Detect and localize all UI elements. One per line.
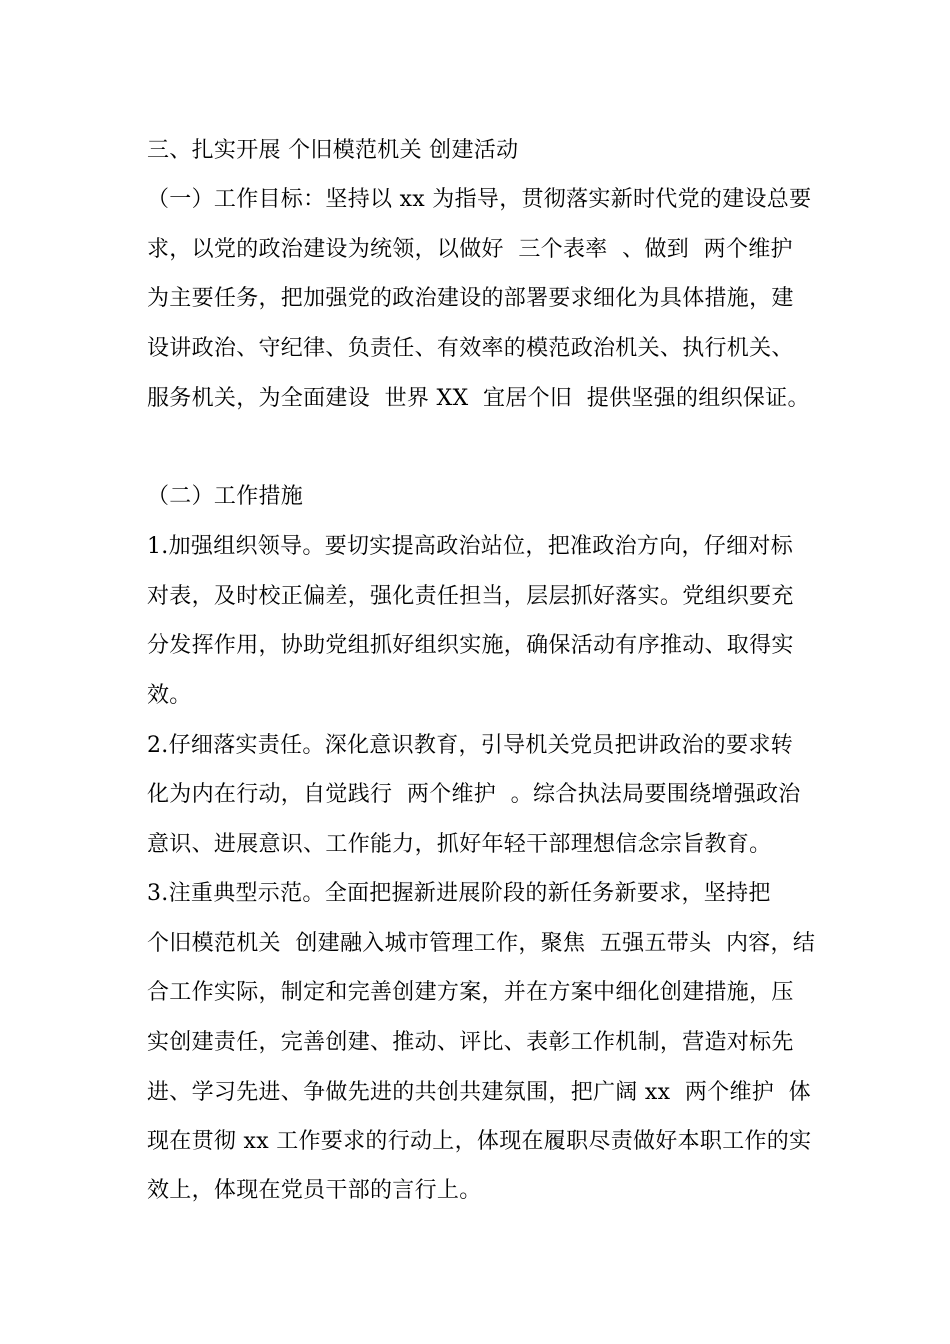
goals-line-1: （一）工作目标：坚持以 xx 为指导，贯彻落实新时代党的建设总要	[147, 187, 812, 212]
measure2-line-2: 化为内在行动，自觉践行 两个维护 。综合执法局要围绕增强政治	[147, 782, 801, 807]
measure1-line-4: 效。	[147, 683, 192, 708]
goals-line-2: 求，以党的政治建设为统领，以做好 三个表率 、做到 两个维护	[147, 237, 793, 262]
measure2-line-3: 意识、进展意识、工作能力，抓好年轻干部理想信念宗旨教育。	[147, 832, 772, 857]
measure1-line-2: 对表，及时校正偏差，强化责任担当，层层抓好落实。党组织要充	[147, 584, 794, 609]
measure3-line-1: 3.注重典型示范。全面把握新进展阶段的新任务新要求，坚持把	[147, 881, 771, 906]
measure1-line-1: 1.加强组织领导。要切实提高政治站位，把准政治方向，仔细对标	[147, 534, 793, 559]
section3-heading: 三、扎实开展 个旧模范机关 创建活动	[147, 138, 519, 163]
measure3-line-3: 合工作实际，制定和完善创建方案，并在方案中细化创建措施，压	[147, 980, 794, 1005]
measure3-line-6: 现在贯彻 xx 工作要求的行动上，体现在履职尽责做好本职工作的实	[147, 1129, 812, 1154]
goals-line-3: 为主要任务，把加强党的政治建设的部署要求细化为具体措施，建	[147, 286, 794, 311]
measure2-line-1: 2.仔细落实责任。深化意识教育，引导机关党员把讲政治的要求转	[147, 733, 793, 758]
goals-line-4: 设讲政治、守纪律、负责任、有效率的模范政治机关、执行机关、	[147, 336, 794, 361]
goals-line-5: 服务机关，为全面建设 世界 XX 宜居个旧 提供坚强的组织保证。	[147, 386, 810, 411]
measure3-line-5: 进、学习先进、争做先进的共创共建氛围，把广阔 xx 两个维护 体	[147, 1080, 811, 1105]
measure3-line-4: 实创建责任，完善创建、推动、评比、表彰工作机制，营造对标先	[147, 1030, 794, 1055]
measure1-line-3: 分发挥作用，协助党组抓好组织实施，确保活动有序推动、取得实	[147, 633, 794, 658]
measures-heading: （二）工作措施	[147, 484, 304, 509]
measure3-line-7: 效上，体现在党员干部的言行上。	[147, 1178, 482, 1203]
measure3-line-2: 个旧模范机关 创建融入城市管理工作，聚焦 五强五带头 内容，结	[147, 931, 816, 956]
